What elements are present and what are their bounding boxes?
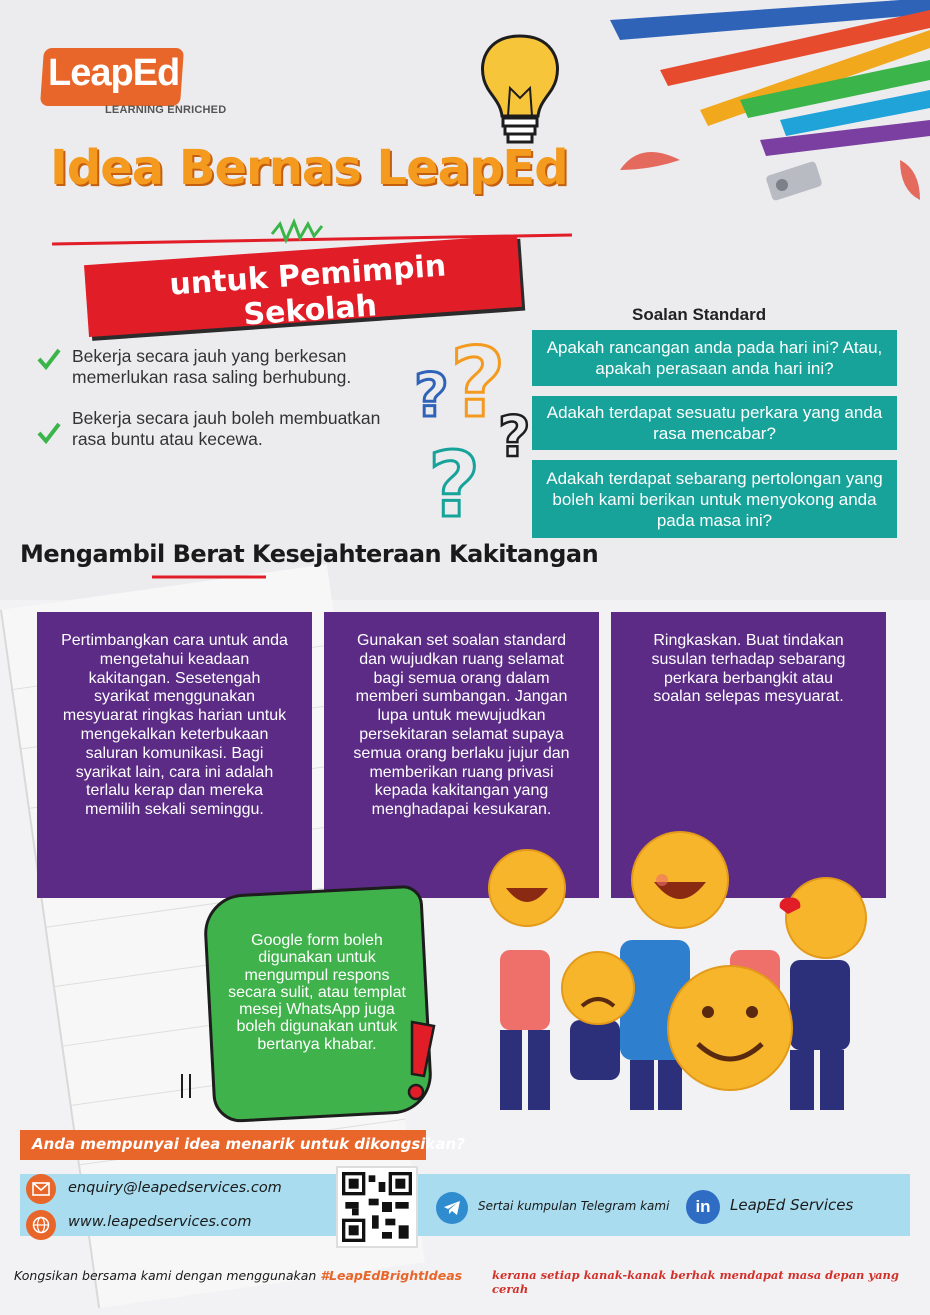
question-card [532,460,897,538]
page-subtitle: untuk Pemimpin Sekolah [168,248,448,333]
tip-card-text: Pertimbangkan cara untuk anda mengetahui keadaan kakitangan. Sesetengah syarikat menggunakan mesyuarat ringkas harian untuk mengekalkan keterbukaan saluran komunikasi. Bagi syarikat lain, cara ini adalah terlalu kerap dan mereka memilih sekali seminggu. [61,632,288,819]
question-card [532,396,897,450]
pencils-icon [600,0,930,230]
footer-motto: kerana setiap kanak-kanak berhak mendapat masa depan yang cerah [492,1268,899,1296]
logo-name: LeapEd [48,52,180,94]
exclamation-icon [398,1018,438,1104]
email-link[interactable]: enquiry@leapedservices.com [68,1180,282,1196]
tip-card-text: Gunakan set soalan standard dan wujudkan ruang selamat bagi semua orang dalam memberi sumbangan. Jangan lupa untuk mewujudkan persekitaran selamat supaya semua orang berlaku jujur dan memberikan ruang privasi kepada kakitangan yang menghadapai kesukaran. [353,632,570,819]
question-text: Adakah terdapat sesuatu perkara yang anda rasa mencabar? [546,403,883,443]
svg-text:?: ? [428,433,481,526]
tip-highlight-text: Google form boleh digunakan untuk mengumpul respons secara sulit, atau templat mesej WhatsApp juga boleh digunakan untuk bertanya khabar. [228,932,406,1053]
telegram-icon[interactable] [436,1192,468,1224]
logo-tagline: LEARNING ENRICHED [105,104,227,116]
footer-share [14,1268,462,1283]
stroke-marks [178,1072,198,1102]
lightbulb-icon [470,28,570,158]
zigzag-icon [270,216,330,246]
telegram-link[interactable]: Sertai kumpulan Telegram kami [478,1199,670,1213]
linkedin-link[interactable]: LeapEd Services [730,1196,854,1214]
hashtag: #LeapEdBrightIdeas [320,1268,463,1283]
email-icon [26,1174,56,1204]
question-text: Adakah terdapat sebarang pertolongan yang boleh kami berikan untuk menyokong anda pada masa ini? [546,468,883,530]
question-mark-icon [412,326,542,526]
question-card [532,330,897,386]
tip-card-text: Ringkaskan. Buat tindakan susulan terhadap sebarang perkara berbangkit atau soalan selepas mesyuarat. [651,632,846,706]
bullet-text: Bekerja secara jauh boleh membuatkan rasa buntu atau kecewa. [72,408,381,449]
linkedin-icon[interactable]: in [686,1190,720,1224]
bullet-text: Bekerja secara jauh yang berkesan memerlukan rasa saling berhubung. [72,346,352,387]
section-underline [150,572,270,582]
tip-card [37,612,312,898]
question-text: Apakah rancangan anda pada hari ini? Atau, apakah perasaan anda hari ini? [546,338,883,378]
website-link[interactable]: www.leapedservices.com [68,1214,252,1230]
svg-text:?: ? [414,361,449,431]
svg-text:?: ? [498,405,531,470]
check-icon [36,420,62,446]
page-title: Idea Bernas LeapEd [50,140,568,196]
footer-share-prefix: Kongsikan bersama kami dengan menggunakan [14,1268,321,1283]
qr-code[interactable] [336,1166,418,1248]
idea-prompt-text: Anda mempunyai idea menarik untuk dikongsikan? [32,1135,465,1153]
emoji-people-illustration [470,830,910,1120]
check-icon [36,346,62,372]
questions-heading: Soalan Standard [632,305,767,324]
svg-text:?: ? [450,327,506,439]
globe-icon [26,1210,56,1240]
section-title: Mengambil Berat Kesejahteraan Kakitangan [20,540,599,568]
